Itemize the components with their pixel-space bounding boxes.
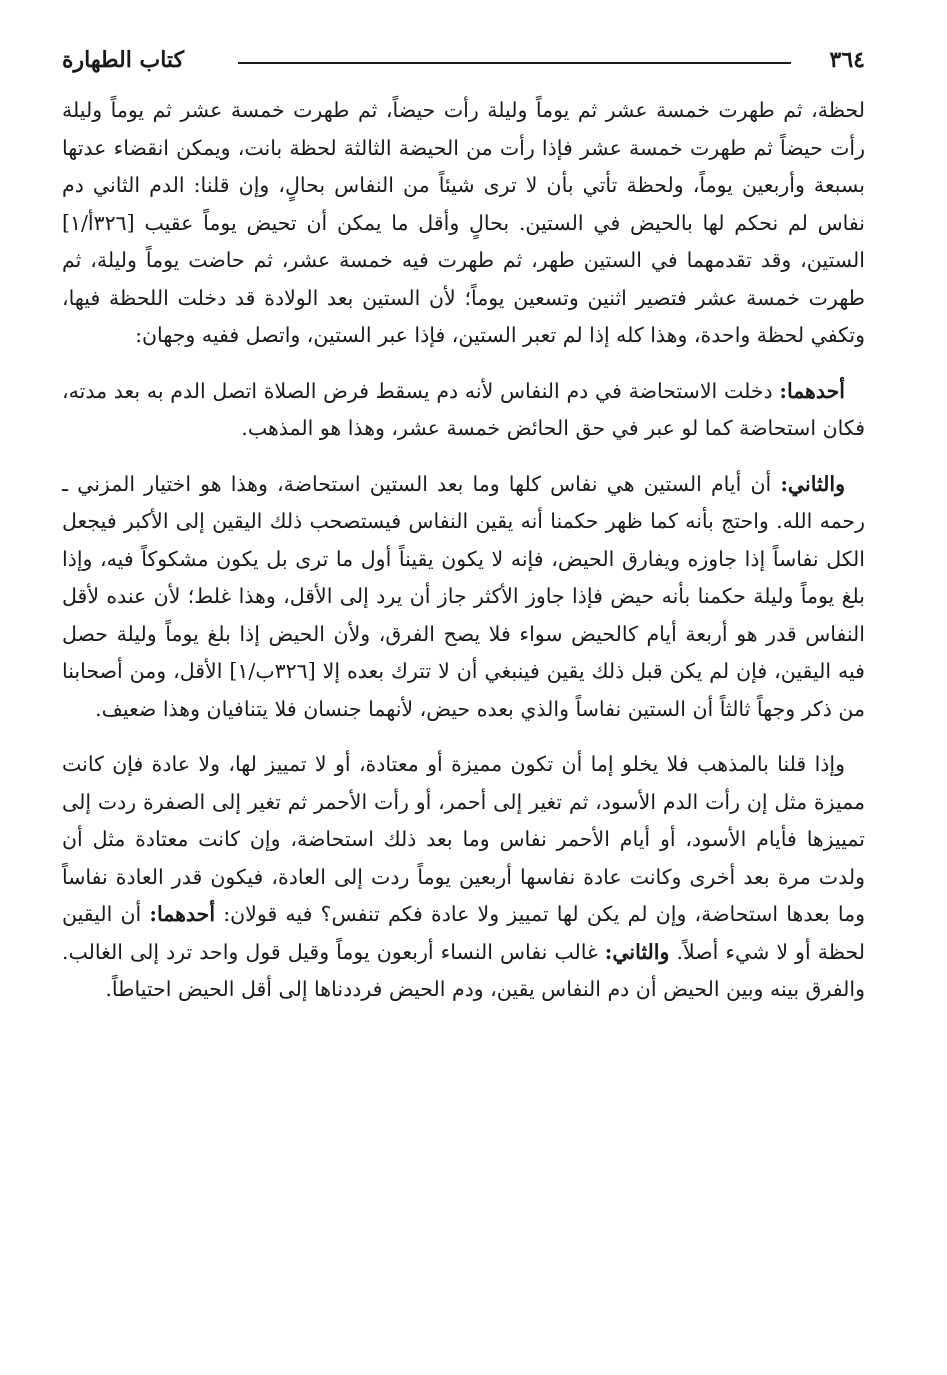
page-header (62, 40, 865, 80)
paragraph-2-lead: أحدهما: (779, 378, 845, 403)
paragraph-4 (62, 746, 865, 1009)
paragraph-1-text: لحظة، ثم طهرت خمسة عشر ثم يوماً وليلة رأت حيضاً، ثم طهرت خمسة عشر ثم يوماً وليلة رأت حيضاً ثم طهرت خمسة عشر فإذا رأت من الحيضة الثالثة لحظة بانت، ويمكن انقضاء عدتها بسبعة وأربعين يوماً، ولحظة تأتي بأن لا ترى شيئاً من النفاس بحالٍ، وإن قلنا: الدم الثاني دم نفاس لم نحكم لها بالحيض في الستين. بحالٍ وأقل ما يمكن أن تحيض يوماً عقيب [٣٢٦أ/١] الستين، وقد تقدمهما في الستين طهر، ثم طهرت فيه خمسة عشر، ثم حاضت يوماً وليلة، ثم طهرت خمسة عشر فتصير اثنين وتسعين يوماً؛ لأن الستين بعد الولادة قد دخلت اللحظة فيها، وتكفي لحظة واحدة، وهذا كله إذا لم تعبر الستين، فإذا عبر الستين، واتصل ففيه وجهان: (62, 98, 865, 347)
page-number: ٣٦٤ (829, 47, 865, 73)
paragraph-1 (62, 92, 865, 355)
header-rule (238, 62, 791, 64)
paragraph-3-text: أن أيام الستين هي نفاس كلها وما بعد الستين استحاضة، وهذا هو اختيار المزني ـ رحمه الله. واحتج بأنه كما ظهر حكمنا أنه يقين النفاس فيستصحب ذلك اليقين إلى الأكبر فيجعل الكل نفاساً إذا جاوزه ويفارق الحيض، فإنه لا يكون يقيناً أول ما ترى بل يكون مشكوكاً فيه، وإذا بلغ يوماً وليلة حكمنا بأنه حيض فإذا جاوز الأكثر جاز أن يرد إلى الأقل، وهذا غلط؛ لأن عنده لأقل النفاس قدر هو أربعة أيام كالحيض سواء فلا يصح الفرق، ولأن الحيض إذا بلغ يوماً وليلة حصل فيه اليقين، فإن لم يكن قبل ذلك يقين فينبغي أن لا تترك بعده إلا [٣٢٦ب/١] الأقل، ومن أصحابنا من ذكر وجهاً ثالثاً أن الستين نفاساً والذي بعده حيض، لأنهما جنسان فلا يتنافيان وهذا ضعيف. (62, 471, 866, 721)
paragraph-2 (62, 373, 865, 448)
paragraph-2-text: دخلت الاستحاضة في دم النفاس لأنه دم يسقط فرض الصلاة اتصل الدم به بعد مدته، فكان استحاضة كما لو عبر في حق الحائض خمسة عشر، وهذا هو المذهب. (62, 378, 865, 440)
paragraph-4-bold-second: والثاني: (604, 939, 670, 964)
paragraph-4-text-before: وإذا قلنا بالمذهب فلا يخلو إما أن تكون مميزة أو معتادة، أو لا تمييز لها، ولا عادة فإن كانت مميزة مثل إن رأت الدم الأسود، ثم تغير إلى أحمر، أو رأت الأحمر ثم تغير إلى الصفرة ردت إلى تمييزها فأيام الأسود، أو أيام الأحمر نفاس وما بعد ذلك استحاضة، وإن كانت معتادة مثل أن ولدت مرة بعد أخرى وكانت عادة نفاسها أربعين يوماً ردت إلى العادة، فيكون قدر العادة نفاساً وما بعدها استحاضة، وإن لم يكن لها تمييز ولا عادة فكم تنفس؟ فيه قولان: (62, 752, 865, 926)
paragraph-3-lead: والثاني: (780, 471, 845, 496)
paragraph-4-text-after: غالب نفاس النساء أربعون يوماً وقيل قول واحد ترد إلى الغالب. والفرق بينه وبين الحيض أن دم النفاس يقين، ودم الحيض فرددناها إلى أقل الحيض احتياطاً. (62, 939, 865, 1001)
paragraph-3 (62, 466, 865, 729)
paragraph-4-bold-first: أحدهما: (149, 902, 216, 926)
paragraph-4-text-middle: أن اليقين لحظة أو لا شيء أصلاً. (62, 902, 865, 964)
book-title: كتاب الطهارة (62, 47, 185, 73)
page-body (62, 92, 865, 1027)
